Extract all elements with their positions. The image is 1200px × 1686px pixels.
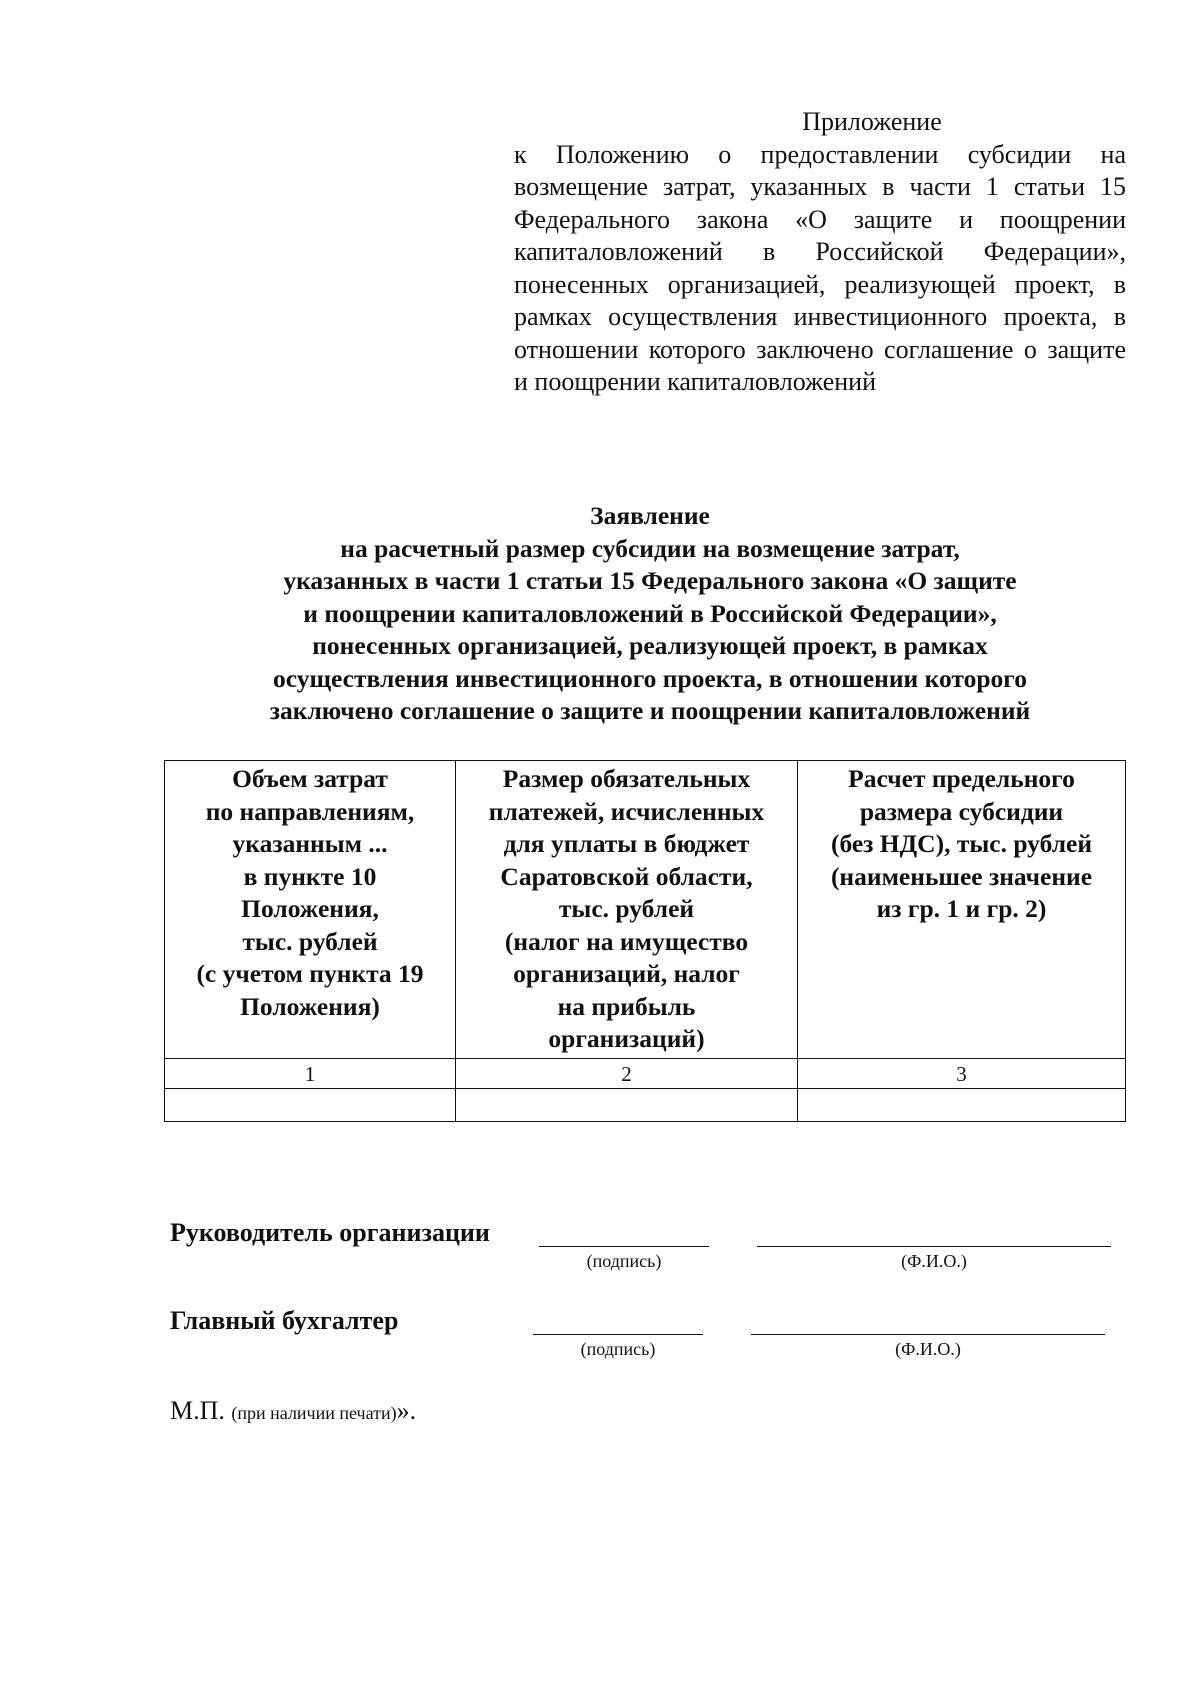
- value-cell-3: [798, 1089, 1126, 1122]
- header-line: Объем затрат: [232, 764, 388, 793]
- header-line: для уплаты в бюджет: [503, 829, 750, 858]
- header-line: (без НДС), тыс. рублей: [830, 829, 1093, 858]
- column-header-3: [798, 761, 1126, 1059]
- column-number-2: 2: [456, 1059, 798, 1089]
- header-line: Положения): [240, 991, 380, 1021]
- title-line: на расчетный размер субсидии на возмещение затрат,: [340, 533, 960, 563]
- header-line: (с учетом пункта 19: [196, 959, 424, 988]
- value-cell-1: [165, 1089, 456, 1122]
- stamp-note: [170, 1396, 416, 1428]
- column-number-3: 3: [798, 1059, 1126, 1089]
- accountant-name-line: [751, 1334, 1105, 1335]
- head-signature-line: [539, 1246, 709, 1247]
- appendix-text: к Положению о предоставлении субсидии на возмещение затрат, указанных в части 1 статьи 15 Федерального закона «О защите и поощрении капиталовложений в Российской Федерации», понесенных организацией, реализующей проект, в рамках осуществления инвестиционного проекта, в отношении которого заключено соглашение о защите и поощрении капиталовложений: [514, 139, 1126, 396]
- header-line: платежей, исчисленных: [488, 796, 765, 826]
- head-of-organization-label: Руководитель организации: [170, 1218, 490, 1247]
- column-header-1: [165, 761, 456, 1059]
- title-line: и поощрении капиталовложений в Российской Федерации»,: [303, 598, 997, 628]
- header-line: (налог на имущество: [504, 926, 749, 956]
- title-line: заключено соглашение о защите и поощрении капиталовложений: [269, 696, 1031, 725]
- header-line: размера субсидии: [859, 796, 1064, 826]
- column-number-1: 1: [165, 1059, 456, 1089]
- head-name-caption: (Ф.И.О.): [901, 1251, 967, 1271]
- header-line: (наименьшее значение: [830, 861, 1093, 891]
- head-signature-caption: (подпись): [586, 1251, 662, 1271]
- document-title: [150, 500, 1150, 728]
- table-header-row: [165, 761, 1126, 1059]
- head-name-line: [757, 1246, 1111, 1247]
- closing-quote: ».: [396, 1396, 417, 1425]
- title-line: понесенных организацией, реализующей проект, в рамках: [312, 631, 988, 660]
- table-row: [165, 1089, 1126, 1122]
- column-header-2: [456, 761, 798, 1059]
- header-line: Саратовской области,: [500, 861, 753, 891]
- chief-accountant-label: Главный бухгалтер: [170, 1306, 399, 1335]
- header-line: в пункте 10: [243, 861, 377, 891]
- table-number-row: [165, 1059, 1126, 1089]
- title-line: осуществления инвестиционного проекта, в отношении которого: [273, 663, 1027, 693]
- header-line: Расчет предельного: [848, 764, 1075, 793]
- appendix-block: [514, 106, 1126, 399]
- stamp-condition: (при наличии печати): [231, 1403, 397, 1423]
- accountant-name-caption: (Ф.И.О.): [895, 1339, 961, 1359]
- accountant-signature-caption: (подпись): [580, 1339, 656, 1359]
- header-line: Положения,: [241, 894, 379, 923]
- header-line: организаций): [548, 1024, 705, 1053]
- accountant-signature-line: [533, 1334, 703, 1335]
- header-line: организаций, налог: [513, 959, 740, 988]
- header-line: тыс. рублей: [558, 894, 695, 923]
- header-line: Размер обязательных: [502, 764, 751, 793]
- header-line: по направлениям,: [205, 796, 415, 826]
- header-line: тыс. рублей: [242, 926, 378, 956]
- value-cell-2: [456, 1089, 798, 1122]
- header-line: указанным ...: [232, 829, 388, 858]
- subsidy-table: [164, 760, 1126, 1122]
- title-line: Заявление: [590, 501, 710, 530]
- header-line: на прибыль: [557, 991, 696, 1021]
- stamp-abbreviation: М.П.: [170, 1396, 225, 1425]
- title-line: указанных в части 1 статьи 15 Федерального закона «О защите: [283, 566, 1017, 595]
- appendix-heading: Приложение: [802, 107, 942, 136]
- header-line: из гр. 1 и гр. 2): [876, 894, 1047, 923]
